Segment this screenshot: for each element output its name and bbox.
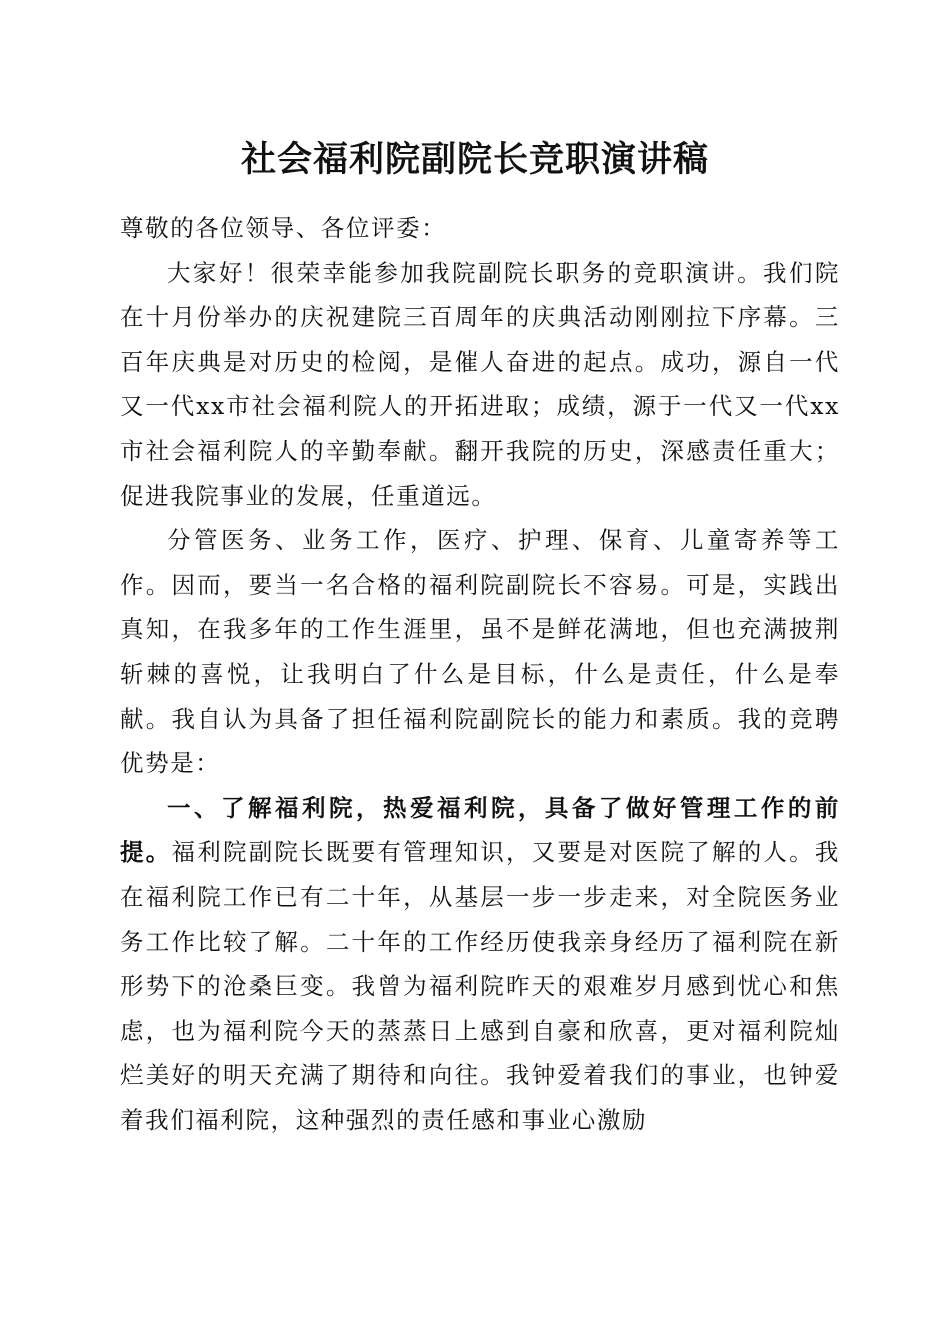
document-title: 社会福利院副院长竞职演讲稿 xyxy=(240,139,709,180)
point-1-heading: 一、了解福利院，热爱福利院，具备了做好管理工作的前提。 xyxy=(120,793,840,867)
paragraph-intro: 大家好！很荣幸能参加我院副院长职务的竞职演讲。我们院在十月份举办的庆祝建院三百周年的庆典活动刚刚拉下序幕。三百年庆典是对历史的检阅，是催人奋进的起点。成功，源自一代又一代xx市社会福利院人的开拓进取；成绩，源于一代又一代xx市社会福利院人的辛勤奉献。翻开我院的历史，深感责任重大；促进我院事业的发展，任重道远。 xyxy=(120,258,840,510)
point-1-text: 福利院副院长既要有管理知识，又要是对医院了解的人。我在福利院工作已有二十年，从基层一步一步走来，对全院医务业务工作比较了解。二十年的工作经历使我亲身经历了福利院在新形势下的沧桑巨变。我曾为福利院昨天的艰难岁月感到忧心和焦虑，也为福利院今天的蒸蒸日上感到自豪和欣喜，更对福利院灿烂美好的明天充满了期待和向往。我钟爱着我们的事业，也钟爱着我们福利院，这种强烈的责任感和事业心激励 xyxy=(120,838,840,1134)
document-body xyxy=(120,206,840,1142)
paragraph-point-1 xyxy=(120,786,840,1143)
salutation: 尊敬的各位领导、各位评委： xyxy=(120,214,447,242)
paragraph-duties: 分管医务、业务工作，医疗、护理、保育、儿童寄养等工作。因而，要当一名合格的福利院副院长不容易。可是，实践出真知，在我多年的工作生涯里，虽不是鲜花满地，但也充满披荆斩棘的喜悦，让我明白了什么是目标，什么是责任，什么是奉献。我自认为具备了担任福利院副院长的能力和素质。我的竞聘优势是： xyxy=(120,526,840,778)
